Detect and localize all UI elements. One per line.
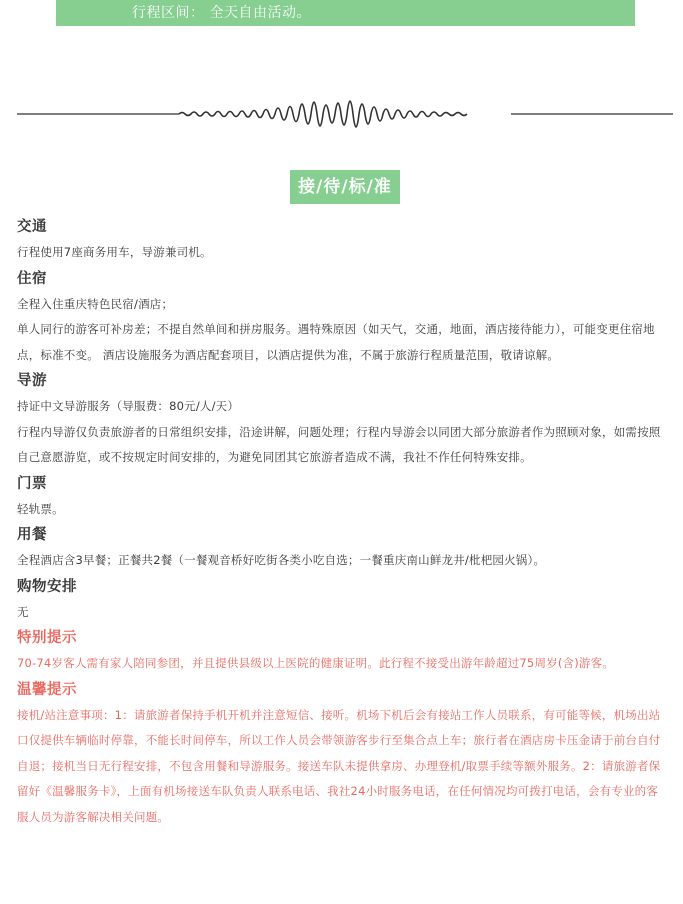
section-title: 导游 (17, 373, 47, 389)
section-title: 住宿 (17, 270, 47, 287)
section-text: 持证中文导游服务（导服费：80元/人/天） (17, 399, 240, 413)
content-area (17, 214, 667, 830)
section-text: 行程使用7座商务用车，导游兼司机。 (17, 245, 212, 259)
section-text: 单人同行的游客可补房差；不提自然单间和拼房服务。遇特殊原因（如天气，交通，地面，酒店接待能力），可能变更住宿地点，标准不变。 酒店设施服务为酒店配套项目，以酒店提供为准，不属于旅游行程质量范围，敬请谅解。 (17, 322, 655, 362)
section-text: 全程酒店含3早餐；正餐共2餐（一餐观音桥好吃街各类小吃自选；一餐重庆南山鲜龙井/枇杷园火锅）。 (17, 553, 546, 567)
section-title: 门票 (17, 475, 47, 492)
section-text: 轻轨票。 (17, 501, 64, 516)
itinerary-range-banner: 行程区间： 全天自由活动。 (56, 0, 635, 26)
special-notice-title: 特别提示 (17, 630, 77, 646)
wave-divider (17, 92, 673, 136)
section-tickets (17, 471, 667, 523)
special-notice (17, 625, 667, 677)
section-shopping (17, 574, 667, 626)
section-lodging (17, 266, 667, 369)
section-title: 交通 (17, 219, 47, 235)
reception-standard-heading: 接/待/标/准 (290, 170, 400, 204)
warm-notice (17, 677, 667, 831)
section-title: 购物安排 (17, 578, 77, 595)
section-guide (17, 368, 667, 471)
warm-notice-title: 温馨提示 (17, 681, 77, 698)
warm-notice-text: 接机/站注意事项：1：请旅游者保持手机开机并注意短信、接听。机场下机后会有接站工作人员联系，有可能等候，机场出站口仅提供车辆临时停靠，不能长时间停车，所以工作人员会带领游客步行至集合点上车；旅行者在酒店房卡压金请于前台自付自退；接机当日无行程安排，不包含用餐和导游服务。接送车队未提供拿房、办理登机/取票手续等额外服务。2：请旅游者保留好《温馨服务卡》，上面有机场接送车队负责人联系电话、我社24小时服务电话，在任何情况均可拨打电话，会有专业的客服人员为游客解决相关问题。 (17, 707, 661, 824)
special-notice-text: 70-74岁客人需有家人陪同参团，并且提供县级以上医院的健康证明。此行程不接受出游年龄超过75周岁(含)游客。 (17, 656, 615, 670)
section-title: 用餐 (17, 527, 47, 543)
section-text: 全程入住重庆特色民宿/酒店； (17, 296, 174, 311)
section-text: 无 (17, 604, 29, 619)
section-meals (17, 522, 667, 574)
section-transport (17, 214, 667, 266)
section-text: 行程内导游仅负责旅游者的日常组织安排，沿途讲解，问题处理；行程内导游会以同团大部分旅游者作为照顾对象，如需按照自己意愿游览，或不按规定时间安排的，为避免同团其它旅游者造成不满，我社不作任何特殊安排。 (17, 424, 661, 464)
